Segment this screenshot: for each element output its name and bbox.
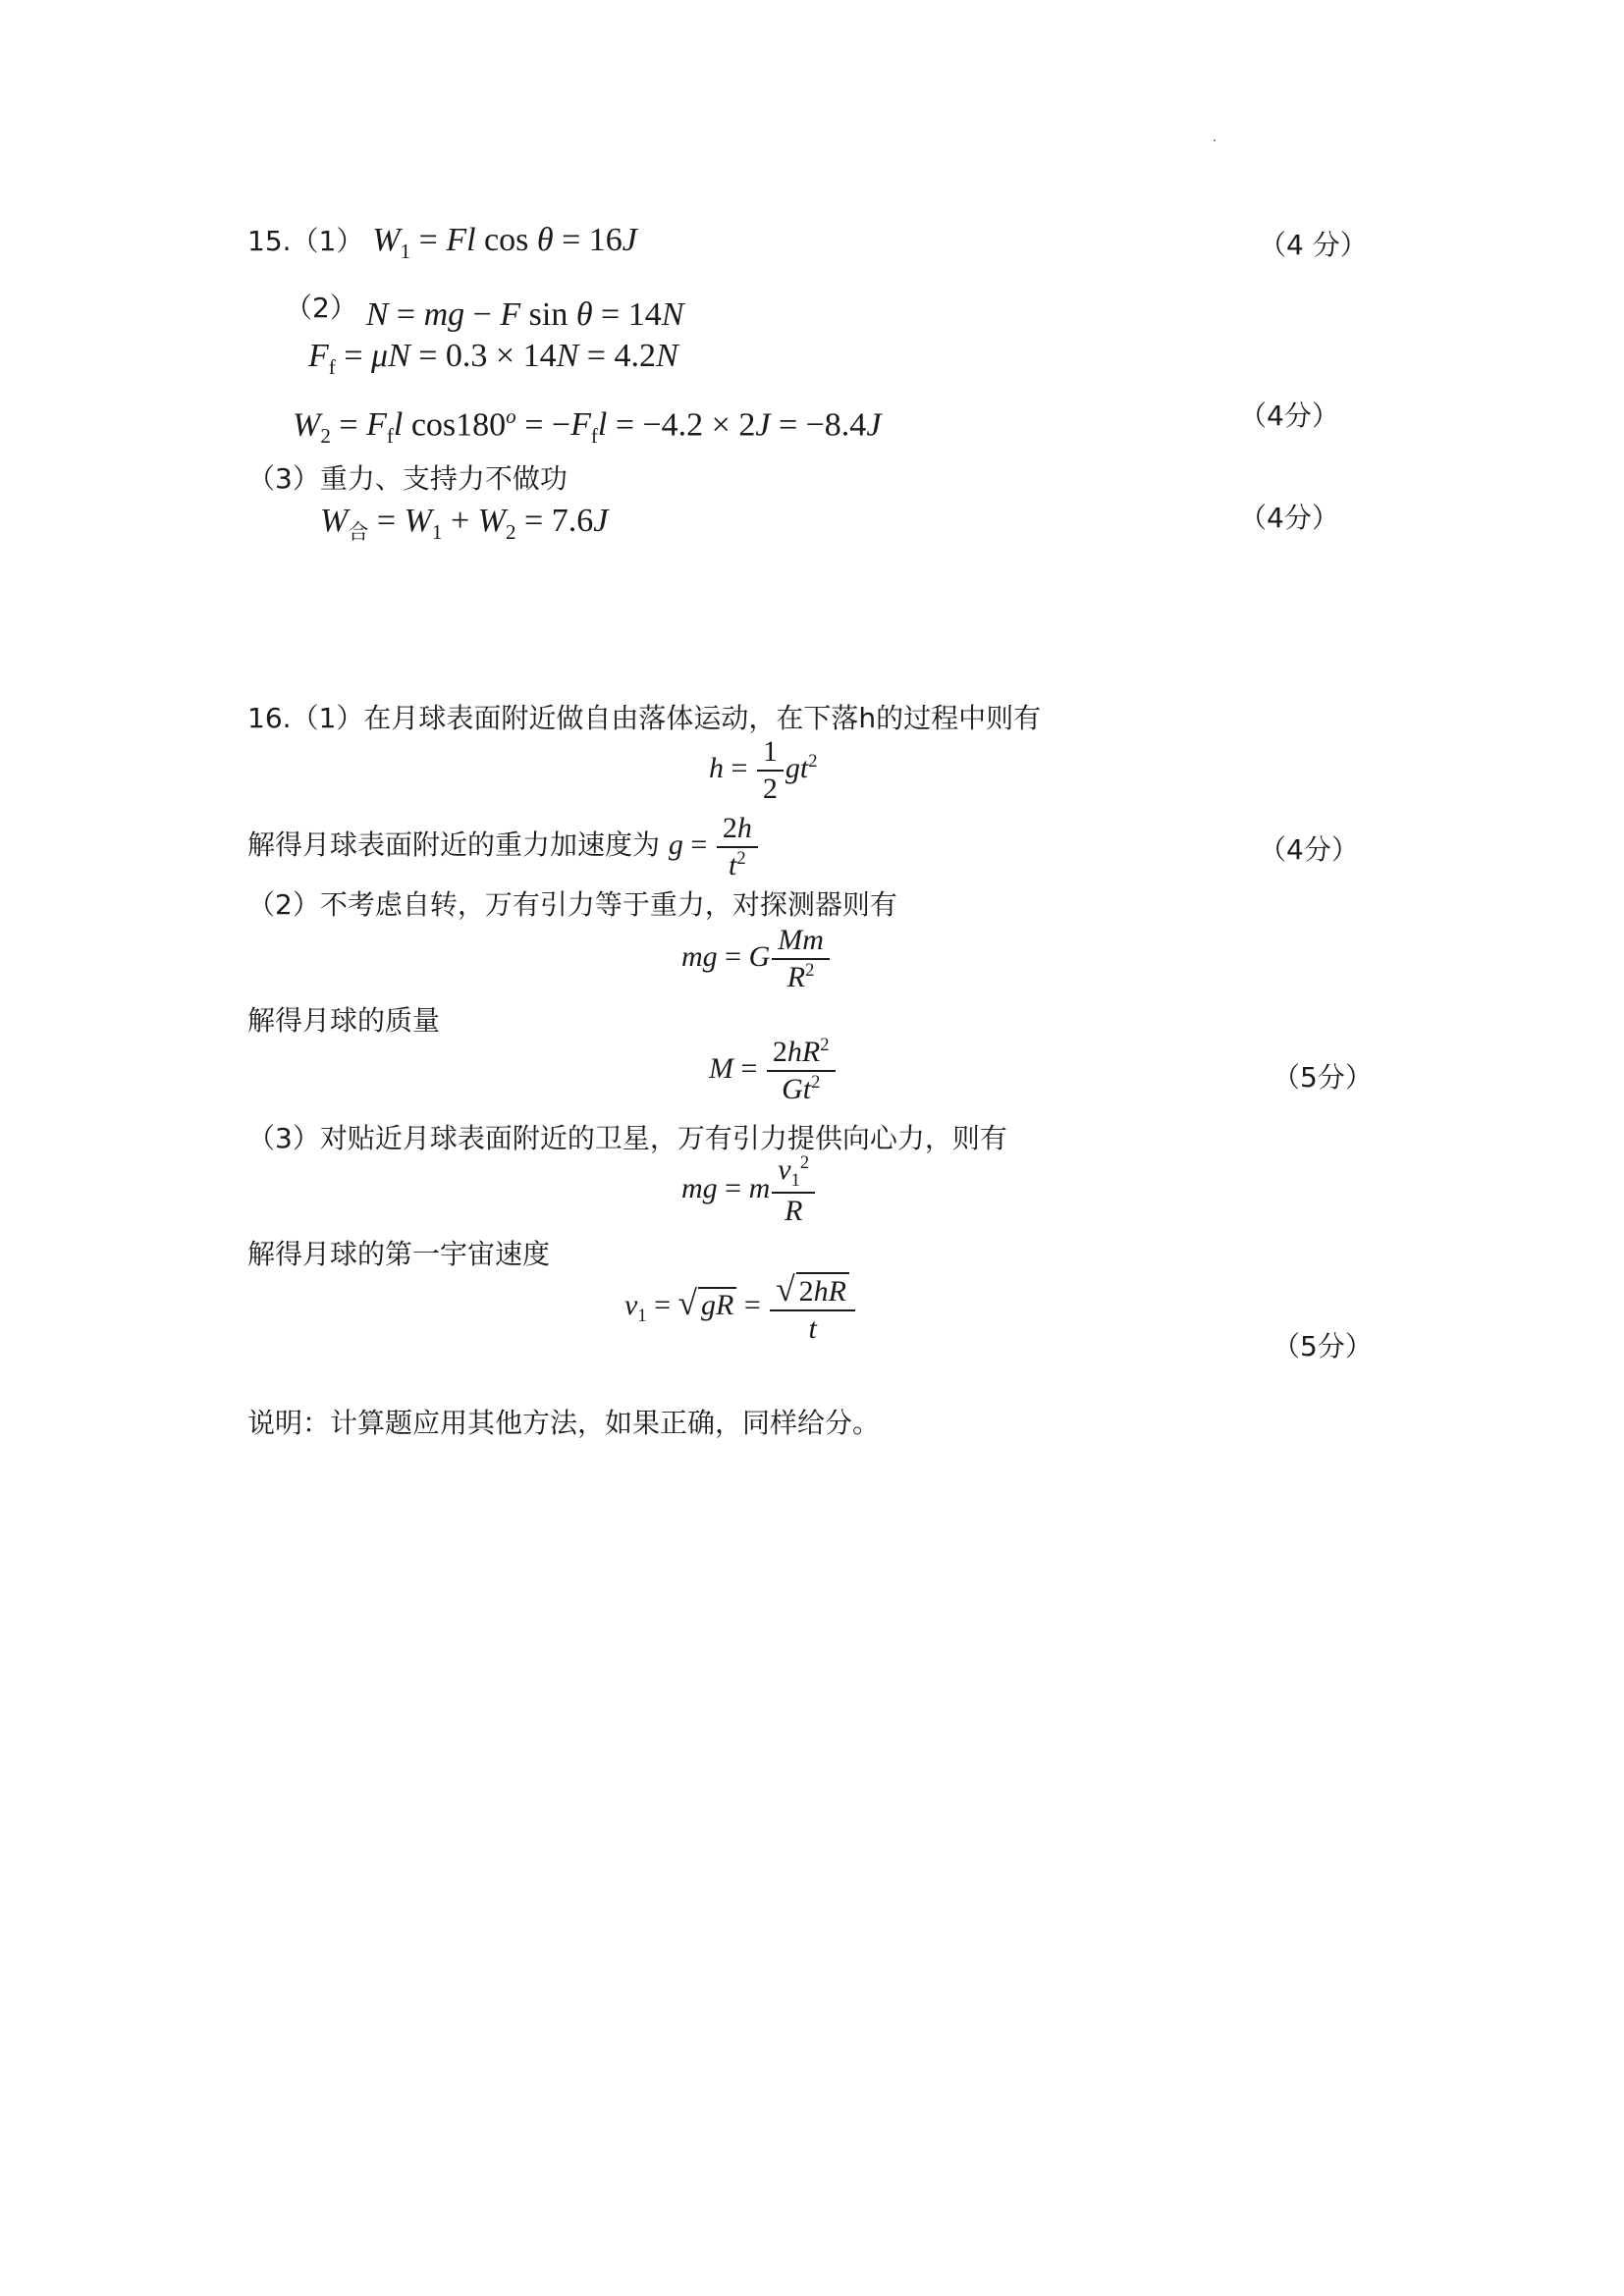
q15-p3-label: （3） xyxy=(247,462,320,495)
q16-p3-result-text: 解得月球的第一宇宙速度 xyxy=(247,1238,551,1270)
q16-formula-v1: $v_1$ = √ gR = $\frac{√ 2hR}{t}$ xyxy=(624,1268,857,1347)
fraction-2hr2-over-gt2: $\frac{2hR^2}{Gt^2}$ xyxy=(767,1035,836,1107)
q16-formula-h: h = $\frac{1}{2}$ $gt^2$ xyxy=(709,735,818,805)
q16-p3-text: 对贴近月球表面附近的卫星，万有引力提供向心力，则有 xyxy=(319,1122,1007,1154)
q16-formula-centripetal: mg = m $\frac{v_1^2}{R}$ xyxy=(681,1152,817,1229)
fraction-v1sq-over-r: $\frac{v_1^2}{R}$ xyxy=(772,1152,815,1229)
q16-part2-line1 xyxy=(247,883,897,923)
q16-p1-label: （1） xyxy=(291,702,364,734)
grading-note: 说明：计算题应用其他方法，如果正确，同样给分。 xyxy=(247,1407,881,1439)
q16-p3-score: （5分） xyxy=(1272,1330,1373,1362)
q16-number: 16. xyxy=(247,702,292,734)
q16-formula-g: g = $\frac{2h}{t^2}$ xyxy=(669,828,760,861)
fraction-2h-over-t2: $\frac{2h}{t^2}$ xyxy=(717,811,758,883)
q16-p2-text: 不考虑自转，万有引力等于重力，对探测器则有 xyxy=(319,888,897,921)
q15-formula-w2: $W_2 = F_fl$ $\cos 180^o = -F_fl = -4.2 \times 2J = -8.4J$ xyxy=(293,404,882,449)
q16-p2-score: （5分） xyxy=(1272,1061,1373,1094)
q15-formula-n: N = mg − F sin θ = 14N xyxy=(365,296,684,333)
q15-formula-wtotal: $W_合 = W_1 + W_2 = 7.6J$ xyxy=(320,503,609,544)
q15-number: 15. xyxy=(247,225,292,257)
q15-part2-line1 xyxy=(285,287,684,333)
q15-p1-label: （1） xyxy=(291,225,364,257)
q16-p1-result-text: 解得月球表面附近的重力加速度为 xyxy=(247,828,661,861)
q15-p2-score: （4分） xyxy=(1239,400,1339,432)
q16-p1-score: （4分） xyxy=(1259,833,1359,866)
q15-p3-score: （4分） xyxy=(1239,502,1339,534)
q15-p2-label: （2） xyxy=(285,292,357,324)
q15-part1 xyxy=(247,220,637,264)
fraction-sqrt2hr-over-t: $\frac{√ 2hR}{t}$ xyxy=(770,1268,855,1347)
q16-formula-mg-gravity: mg = G $\frac{Mm}{R^2}$ xyxy=(681,923,832,995)
q15-p1-score: （4 分） xyxy=(1259,229,1368,261)
scan-speck xyxy=(1214,139,1216,141)
q16-part1-result xyxy=(247,811,760,883)
fraction-one-half: $\frac{1}{2}$ xyxy=(757,734,784,807)
q16-part1-line1 xyxy=(247,697,1041,736)
fraction-mm-over-r2: $\frac{Mm}{R^2}$ xyxy=(772,923,830,995)
q15-heji-sub: 合 xyxy=(348,518,369,544)
q15-formula-ff: $F_f = \mu N = 0.3 \times 14N = 4.2N$ xyxy=(308,338,678,379)
q15-part3-line1 xyxy=(247,457,568,497)
q15-formula-w1: $W_1 = Fl$ cos θ = 16J xyxy=(372,222,637,263)
q16-p2-result-text: 解得月球的质量 xyxy=(247,1004,441,1037)
q16-p2-label: （2） xyxy=(247,888,320,921)
q16-p3-label: （3） xyxy=(247,1122,320,1154)
q16-p1-text: 在月球表面附近做自由落体运动，在下落h的过程中则有 xyxy=(363,702,1042,734)
q16-part3-line1 xyxy=(247,1117,1007,1156)
q15-p3-text: 重力、支持力不做功 xyxy=(319,462,568,495)
q16-formula-mass: M = $\frac{2hR^2}{Gt^2}$ xyxy=(709,1035,838,1107)
